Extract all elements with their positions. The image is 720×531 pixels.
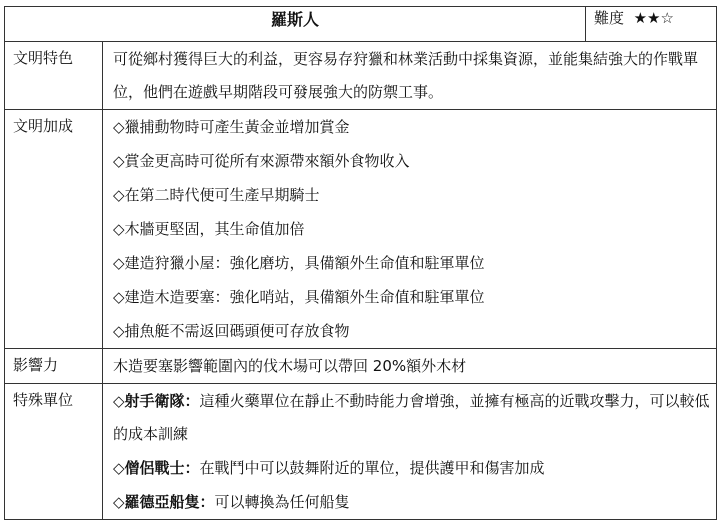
unit-name: ◇羅德亞船隻： — [113, 493, 215, 511]
bonus-item: ◇獵捕動物時可產生黃金並增加賞金 — [113, 118, 350, 136]
content-special-units — [103, 384, 717, 520]
civ-title: 羅斯人 — [5, 7, 586, 42]
bonus-item: ◇木牆更堅固，其生命值加倍 — [113, 220, 305, 238]
bonus-item: ◇建造木造要塞：強化哨站，具備額外生命值和駐軍單位 — [113, 288, 485, 306]
content-civ-features — [103, 42, 717, 110]
bonus-item: ◇捕魚艇不需返回碼頭便可存放食物 — [113, 322, 350, 340]
unit-name: ◇射手衛隊： — [113, 392, 200, 410]
row-civ-bonuses — [5, 110, 717, 349]
row-special-units — [5, 384, 717, 520]
influence-text: 木造要塞影響範圍內的伐木場可以帶回 20%額外木材 — [113, 357, 467, 375]
bonus-item: ◇在第二時代便可生產早期騎士 — [113, 186, 320, 204]
label-influence: 影響力 — [5, 349, 103, 384]
difficulty-stars: ★★☆ — [633, 9, 674, 27]
unit-desc: 在戰鬥中可以鼓舞附近的單位，提供護甲和傷害加成 — [199, 459, 545, 477]
difficulty-label: 難度 — [594, 9, 625, 27]
label-civ-features: 文明特色 — [5, 42, 103, 110]
unit-item — [113, 384, 710, 451]
difficulty-cell — [586, 7, 717, 42]
content-influence — [103, 349, 717, 384]
row-civ-features — [5, 42, 717, 110]
header-row — [5, 7, 717, 42]
unit-desc: 這種火藥單位在靜止不動時能力會增強，並擁有極高的近戰攻擊力，可以較低的成本訓練 — [113, 392, 710, 443]
content-civ-bonuses — [103, 110, 717, 349]
unit-name: ◇僧侶戰士： — [113, 459, 200, 477]
civilization-table — [4, 6, 717, 520]
unit-desc: 可以轉換為任何船隻 — [214, 493, 350, 511]
bonus-item: ◇建造狩獵小屋：強化磨坊，具備額外生命值和駐軍單位 — [113, 254, 485, 272]
label-special-units: 特殊單位 — [5, 384, 103, 520]
bonus-item: ◇賞金更高時可從所有來源帶來額外食物收入 — [113, 152, 410, 170]
unit-item — [113, 451, 710, 485]
row-influence — [5, 349, 717, 384]
civ-features-text: 可從鄉村獲得巨大的利益，更容易存狩獵和林業活動中採集資源，並能集結強大的作戰單位，他們在遊戲早期階段可發展強大的防禦工事。 — [113, 50, 699, 101]
unit-item — [113, 485, 710, 519]
label-civ-bonuses: 文明加成 — [5, 110, 103, 349]
